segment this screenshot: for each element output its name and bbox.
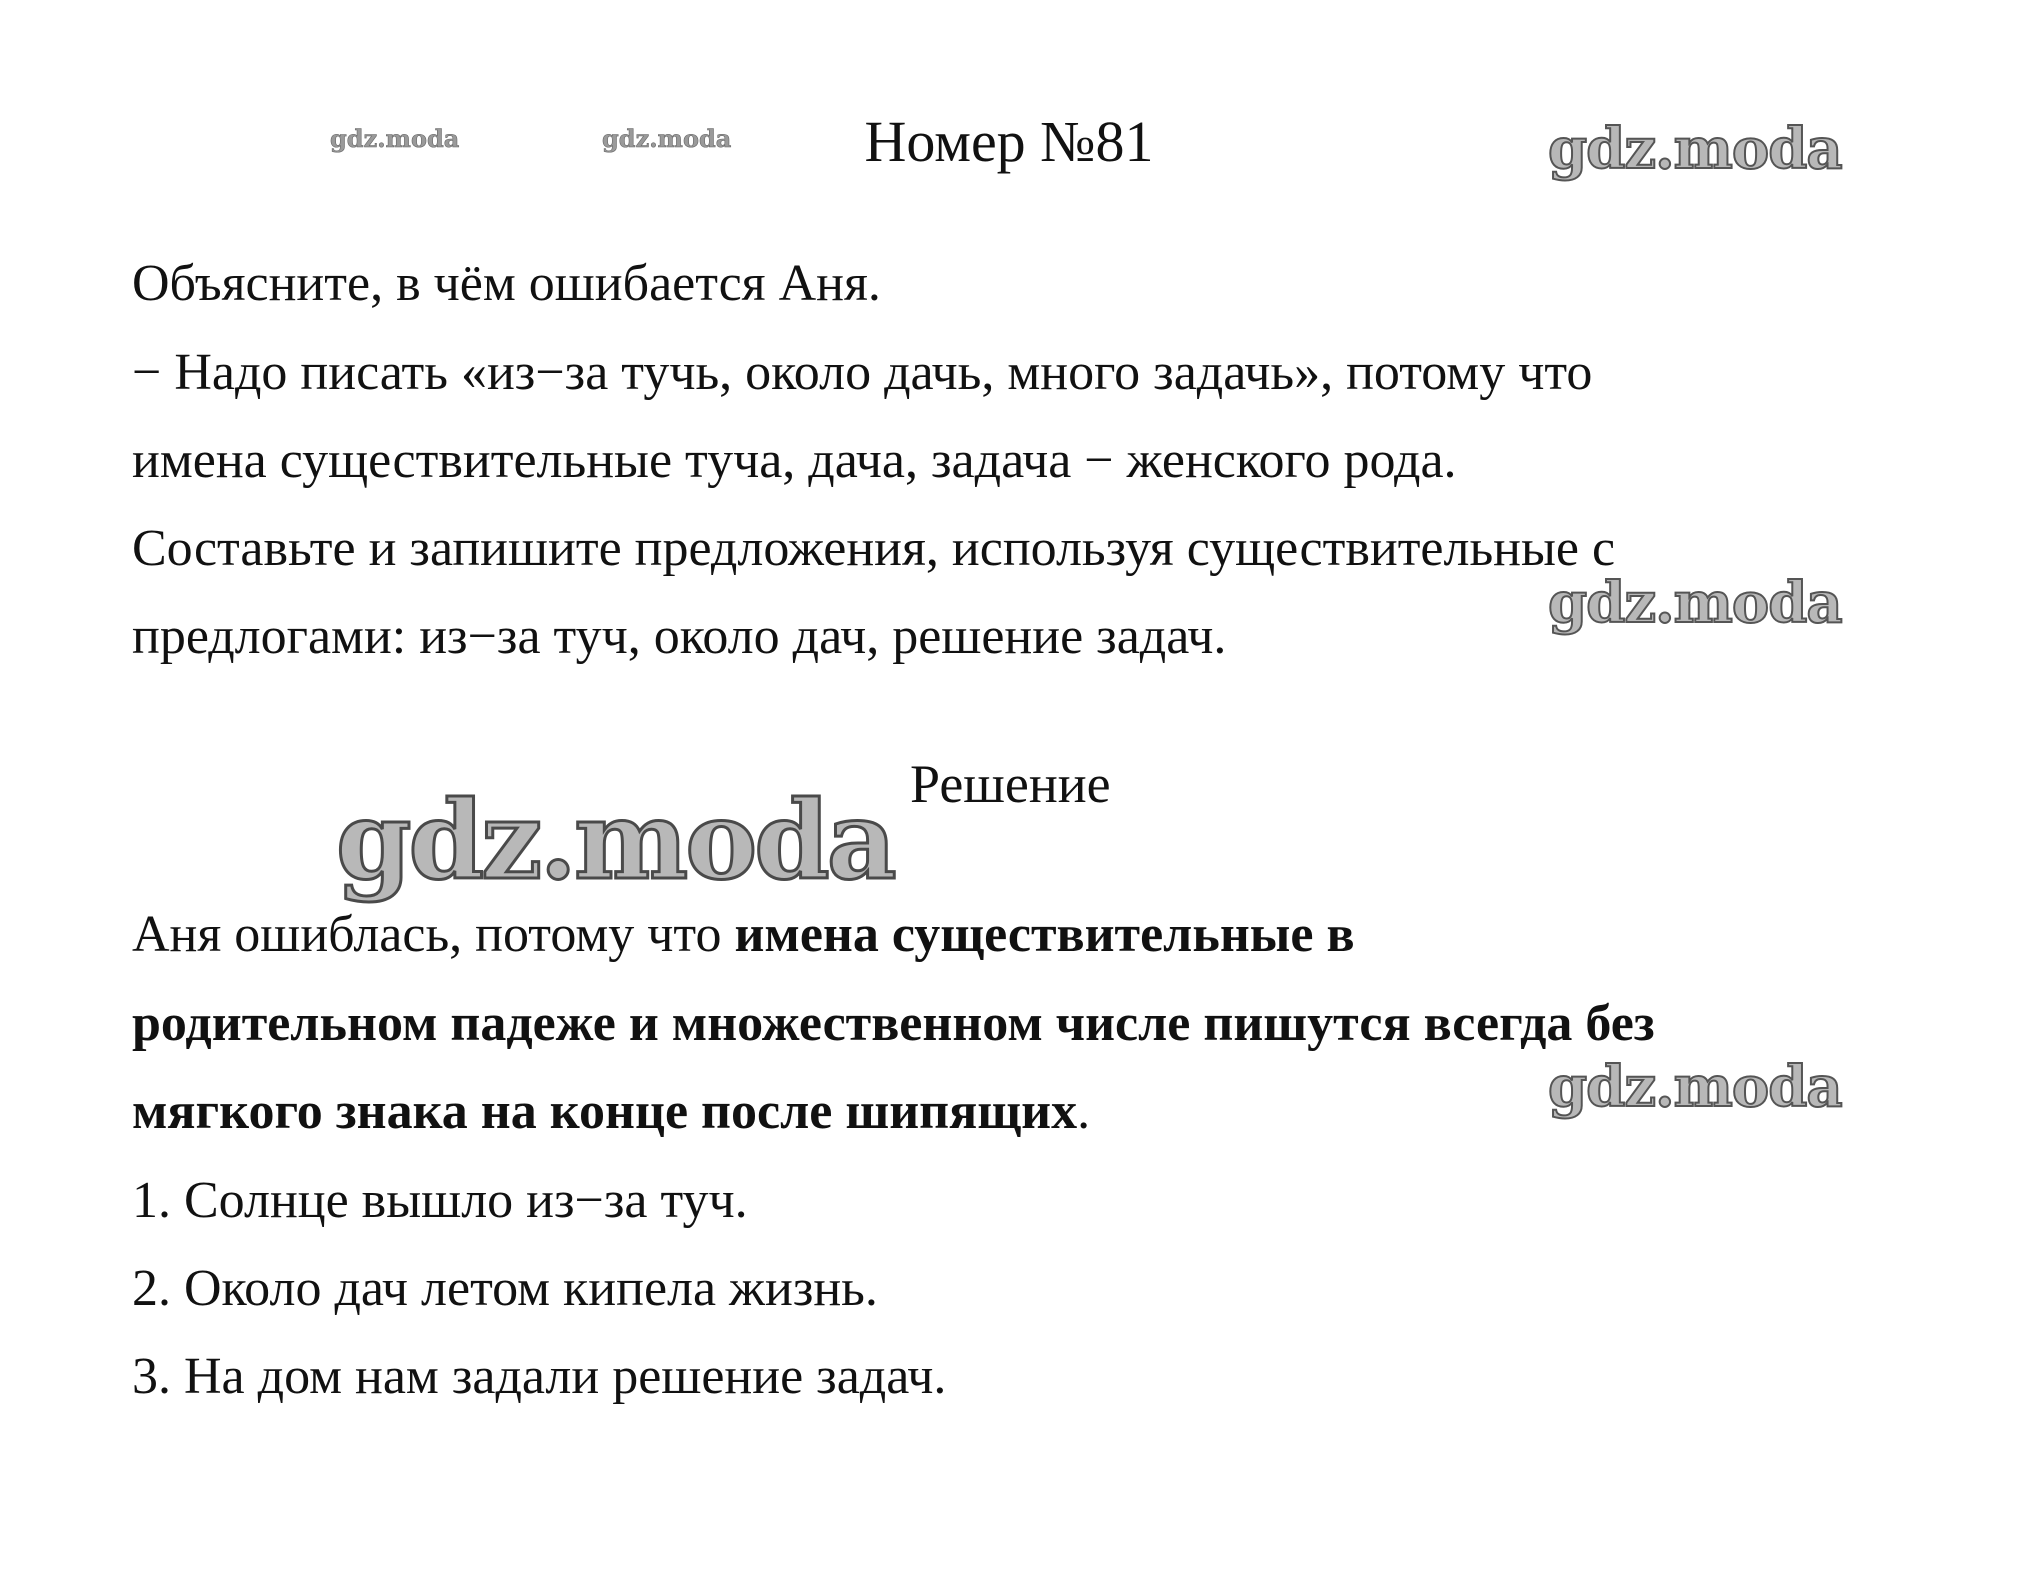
watermark: gdz.moda <box>330 124 460 153</box>
solution-line <box>132 904 1355 966</box>
task-line: Составьте и запишите предложения, используя существительные с <box>132 520 1616 577</box>
task-line: имена существительные туча, дача, задача − женского рода. <box>132 432 1457 489</box>
solution-line <box>132 1081 1090 1143</box>
watermark: gdz.moda <box>336 778 894 904</box>
example-sentence: 3. На дом нам задали решение задач. <box>132 1348 947 1405</box>
task-line: − Надо писать «из−за тучь, около дачь, много задачь», потому что <box>132 344 1593 401</box>
watermark: gdz.moda <box>602 124 732 153</box>
solution-rule-end: . <box>1077 1083 1091 1140</box>
solution-title: Решение <box>910 754 1111 814</box>
solution-line <box>132 993 1655 1055</box>
task-line: Объясните, в чём ошибается Аня. <box>132 255 881 312</box>
watermark: gdz.moda <box>1548 570 1842 636</box>
solution-rule: мягкого знака на конце после шипящих <box>132 1083 1078 1140</box>
watermark: gdz.moda <box>1548 116 1842 182</box>
solution-rule: имена существительные в <box>734 906 1355 963</box>
example-sentence: 2. Около дач летом кипела жизнь. <box>132 1260 878 1317</box>
solution-intro: Аня ошиблась, потому что <box>132 906 735 963</box>
example-sentence: 1. Солнце вышло из−за туч. <box>132 1172 748 1229</box>
page-title: Номер №81 <box>864 109 1154 174</box>
solution-rule: родительном падеже и множественном числе пишутся всегда без <box>132 995 1655 1052</box>
task-line: предлогами: из−за туч, около дач, решение задач. <box>132 608 1227 665</box>
watermark: gdz.moda <box>1548 1054 1842 1120</box>
